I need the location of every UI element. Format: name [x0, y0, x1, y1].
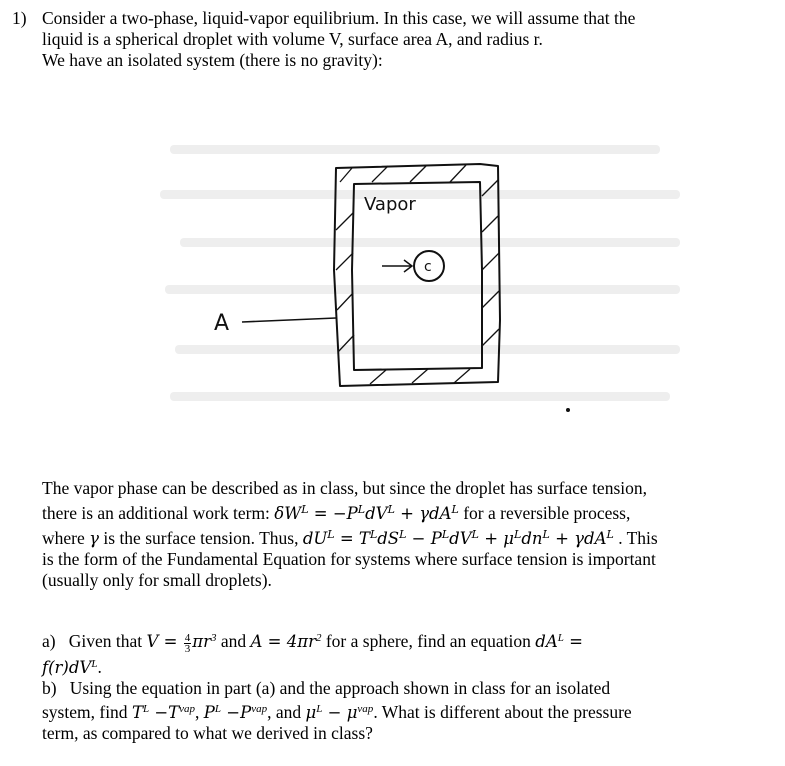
body-line-3 [42, 524, 772, 549]
body-paragraph [42, 478, 772, 591]
eq-sup: L [471, 528, 479, 541]
question-intro [0, 8, 780, 71]
eq-sup: L [514, 528, 522, 541]
eq-part: dn [521, 529, 543, 548]
area-equation: A = 4πr [250, 632, 316, 651]
part-a-text: Given that [68, 631, 147, 651]
fundamental-equation [303, 529, 614, 548]
question-number: 1) [12, 8, 27, 28]
part-b-line-1 [42, 678, 774, 699]
separator: , and [267, 702, 306, 722]
part-a-line-2 [42, 654, 774, 678]
intro-line-3: We have an isolated system (there is no gravity): [42, 50, 383, 70]
eq-part: T [131, 703, 143, 722]
eq-sup: L [327, 528, 335, 541]
eq-part: = T [334, 529, 370, 548]
period: . [97, 657, 102, 677]
eq-sup: L [301, 503, 309, 516]
area-label: A [214, 311, 230, 336]
eq-sup: L [91, 658, 98, 670]
dA-equation-equals: = [563, 632, 583, 651]
eq-part: −P [221, 703, 252, 722]
eq-sup: L [387, 503, 395, 516]
eq-sup: L [142, 703, 150, 715]
eq-part: dV [365, 504, 388, 523]
part-b-line-3: term, as compared to what we derived in class? [42, 723, 373, 743]
body-line-2 [42, 499, 772, 524]
eq-part: dU [302, 529, 328, 548]
eq-sup: L [399, 528, 407, 541]
body-line-5: (usually only for small droplets). [42, 570, 272, 590]
separator: , [195, 702, 204, 722]
eq-part: dV [449, 529, 472, 548]
eq-part: + γdA [394, 504, 452, 523]
vapor-label: Vapor [364, 194, 416, 215]
body-line-1: The vapor phase can be described as in class, but since the droplet has surface tension, [42, 478, 647, 498]
eq-sup: L [369, 528, 378, 541]
part-a-text: for a sphere, find an equation [321, 631, 536, 651]
four-thirds-fraction [184, 633, 192, 654]
area-pointer-line [242, 318, 336, 322]
eq-part: −T [149, 703, 180, 722]
eq-sup: 2 [315, 632, 322, 644]
eq-sup: L [542, 528, 550, 541]
eq-part: + μ [478, 529, 515, 548]
f-of-r-equation: f(r)dV [42, 658, 92, 677]
eq-sup: L [606, 528, 614, 541]
part-b-line-2 [42, 699, 774, 723]
body-line-3-end: . This [613, 528, 658, 548]
eq-sup: 3 [210, 632, 217, 644]
eq-sup: L [557, 632, 564, 644]
body-line-4: is the form of the Fundamental Equation for systems where surface tension is important [42, 549, 656, 569]
part-b-text: Using the equation in part (a) and the approach shown in class for an isolated [69, 678, 611, 698]
eq-sup: L [441, 528, 450, 541]
eq-sup: L [316, 703, 323, 715]
body-line-3-text: where [42, 528, 90, 548]
eq-part: + γdA [549, 529, 607, 548]
part-b-text: . What is different about the pressure [373, 702, 632, 722]
part-b-label: b) [42, 678, 57, 698]
body-line-2-text: there is an additional work term: [42, 503, 270, 523]
eq-sup: L [357, 503, 366, 516]
volume-equation: V = [146, 632, 183, 651]
body-line-2-end: for a reversible process, [458, 503, 631, 523]
eq-sup: vap [357, 703, 374, 715]
eq-sup: L [214, 703, 222, 715]
fraction-denominator: 3 [184, 643, 191, 655]
intro-line-1: Consider a two-phase, liquid-vapor equilibrium. In this case, we will assume that the [42, 8, 636, 28]
question-parts [42, 628, 774, 744]
gamma-symbol: γ [89, 529, 100, 548]
eq-sup: vap [179, 703, 196, 715]
part-a-line-1 [42, 628, 774, 654]
body-line-3-text: is the surface tension. Thus, [99, 528, 303, 548]
part-a-text: and [216, 631, 251, 651]
eq-sup: L [451, 503, 459, 516]
dA-equation: dA [535, 632, 558, 651]
work-term-equation [274, 504, 459, 523]
part-a-label: a) [42, 631, 56, 651]
part-b-text: system, find [42, 702, 132, 722]
droplet-label: c [424, 259, 432, 275]
intro-line-2: liquid is a spherical droplet with volume V, surface area A, and radius r. [42, 29, 543, 49]
pencil-dot [566, 408, 570, 412]
volume-equation-rest: πr [192, 632, 211, 651]
eq-part: μ [305, 703, 317, 722]
eq-part: − P [406, 529, 442, 548]
eq-part: δW [274, 504, 302, 523]
fraction-numerator: 4 [184, 632, 191, 644]
eq-part: − μ [322, 703, 358, 722]
eq-part: dS [377, 529, 400, 548]
eq-sup: vap [251, 703, 268, 715]
droplet-arrow [382, 260, 412, 272]
droplet-figure [150, 120, 690, 430]
eq-part: P [203, 703, 215, 722]
eq-part: = −P [308, 504, 358, 523]
